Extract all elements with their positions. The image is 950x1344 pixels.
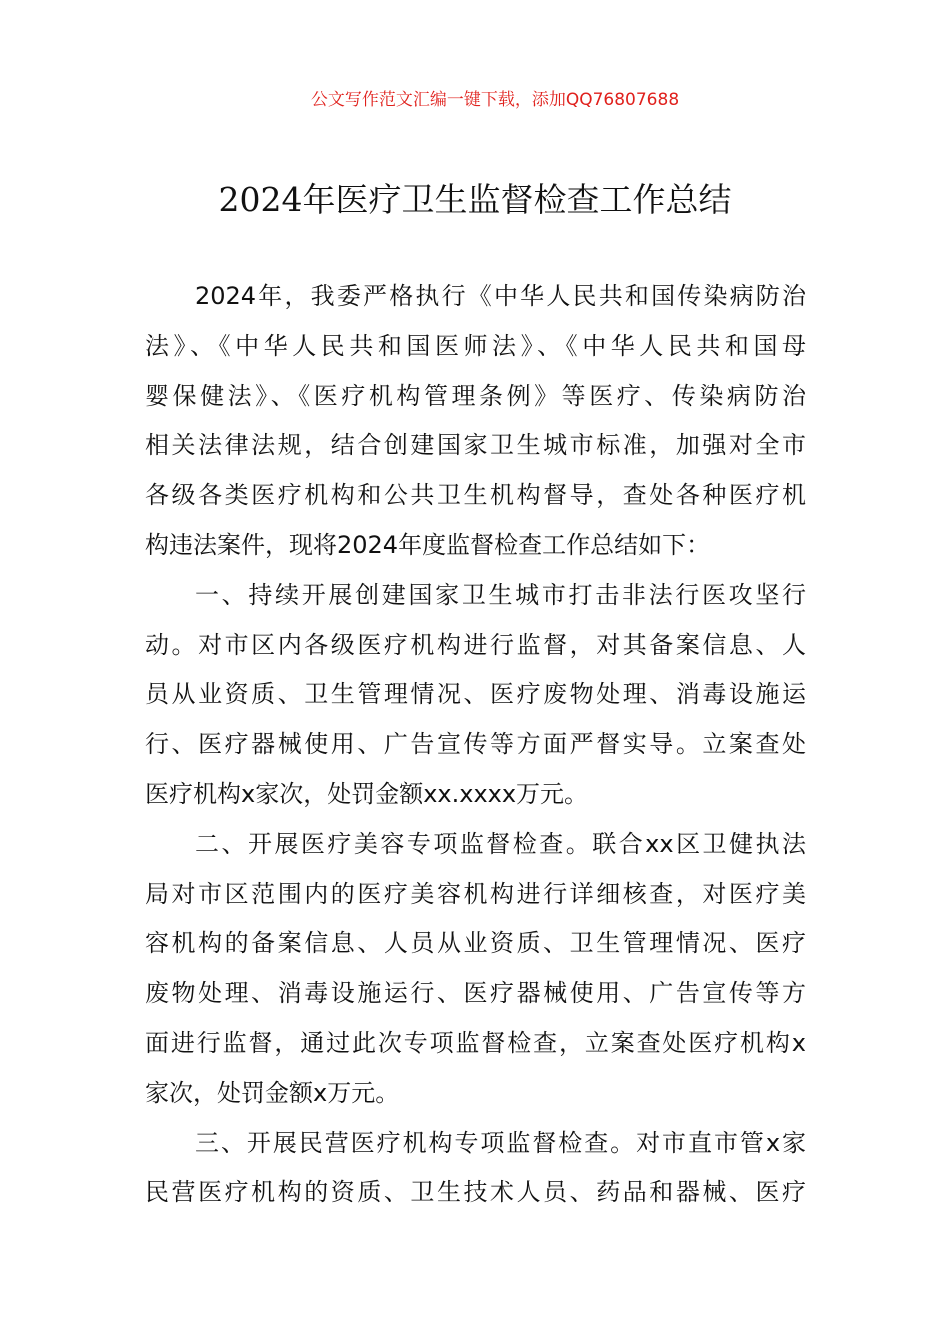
paragraph-line: 法》、《中华人民共和国医师法》、《中华人民共和国母 — [145, 331, 806, 360]
paragraph — [145, 574, 806, 823]
paragraph-line: 员从业资质、卫生管理情况、医疗废物处理、消毒设施运 — [145, 680, 806, 709]
paragraph-line: 家次，处罚金额x万元。 — [145, 1078, 400, 1107]
paragraph-line: 构违法案件，现将2024年度监督检查工作总结如下： — [145, 530, 711, 559]
paragraph-line: 相关法律法规，结合创建国家卫生城市标准，加强对全市 — [145, 431, 806, 460]
paragraph-line: 婴保健法》、《医疗机构管理条例》等医疗、传染病防治 — [145, 381, 806, 410]
paragraph-line: 容机构的备案信息、人员从业资质、卫生管理情况、医疗 — [145, 929, 806, 958]
paragraph-line: 医疗机构x家次，处罚金额xx.xxxx万元。 — [145, 779, 589, 808]
paragraph-line: 民营医疗机构的资质、卫生技术人员、药品和器械、医疗 — [145, 1178, 806, 1207]
paragraph-line: 废物处理、消毒设施运行、医疗器械使用、广告宣传等方 — [145, 979, 806, 1008]
paragraph-line: 动。对市区内各级医疗机构进行监督，对其备案信息、人 — [145, 630, 806, 659]
paragraph-line: 各级各类医疗机构和公共卫生机构督导，查处各种医疗机 — [145, 481, 806, 510]
paragraph-line: 行、医疗器械使用、广告宣传等方面严督实导。立案查处 — [145, 730, 806, 759]
paragraph-line: 三、开展民营医疗机构专项监督检查。对市直市管x家 — [195, 1128, 806, 1157]
paragraph — [145, 1122, 806, 1222]
paragraph-line: 2024年，我委严格执行《中华人民共和国传染病防治 — [195, 282, 806, 310]
paragraph-line: 面进行监督，通过此次专项监督检查，立案查处医疗机构x — [145, 1028, 806, 1057]
paragraph-line: 一、持续开展创建国家卫生城市打击非法行医攻坚行 — [195, 580, 806, 609]
document-body — [145, 275, 806, 1221]
paragraph-line: 二、开展医疗美容专项监督检查。联合xx区卫健执法 — [195, 829, 806, 858]
paragraph — [145, 823, 806, 1122]
paragraph-line: 局对市区范围内的医疗美容机构进行详细核查，对医疗美 — [145, 879, 806, 908]
paragraph — [145, 275, 806, 574]
download-banner: 公文写作范文汇编一键下载，添加QQ76807688 — [310, 90, 680, 110]
page-title: 2024年医疗卫生监督检查工作总结 — [218, 180, 732, 219]
